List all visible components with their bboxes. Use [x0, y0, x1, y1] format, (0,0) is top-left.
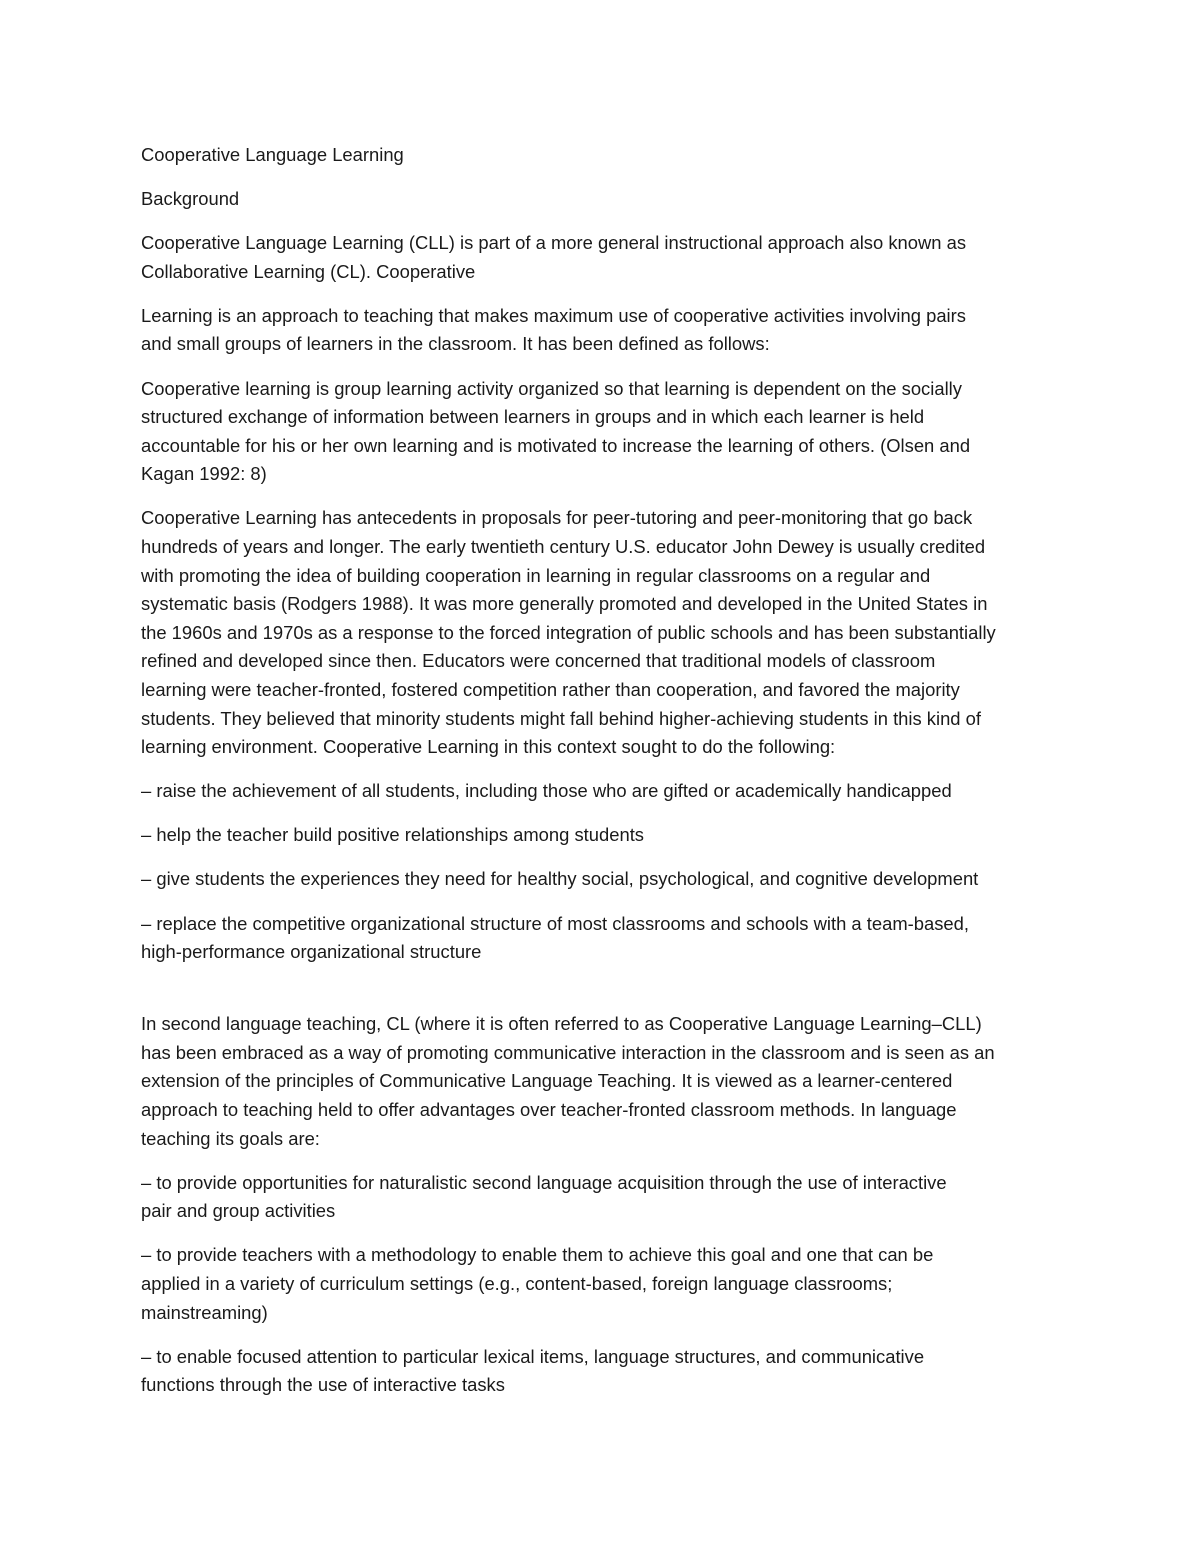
quotation-paragraph: Cooperative learning is group learning activity organized so that learning is dependent on the socially structured exchange of information between learners in groups and in which each learner is held accountable for his or her own learning and is motivated to increase the learning of others. (Olsen and Kagan 1992: 8)	[141, 377, 971, 485]
list-item: – to provide teachers with a methodology to enable them to achieve this goal and one that can be applied in a variety of curriculum settings (e.g., content-based, foreign language classrooms; mainstreaming)	[141, 1244, 934, 1323]
list-item: – raise the achievement of all students, including those who are gifted or academically handicapped	[141, 780, 952, 802]
document-title: Cooperative Language Learning	[141, 144, 404, 165]
list-item: – help the teacher build positive relationships among students	[141, 824, 644, 846]
paragraph: In second language teaching, CL (where it is often referred to as Cooperative Language Learning–CLL) has been embraced as a way of promoting communicative interaction in the classroom and is seen as an extension of the principles of Communicative Language Teaching. It is viewed as a learner-centered approach to teaching held to offer advantages over teacher-fronted classroom methods. In language teaching its goals are:	[141, 1013, 995, 1149]
list-item: – replace the competitive organizational structure of most classrooms and schools with a team-based, high-performance organizational structure	[141, 912, 969, 963]
blank-line	[141, 982, 1061, 1010]
section-heading: Background	[141, 188, 240, 210]
paragraph: Cooperative Learning has antecedents in proposals for peer-tutoring and peer-monitoring that go back hundreds of years and longer. The early twentieth century U.S. educator John Dewey is usually credited with promoting the idea of building cooperation in learning in regular classrooms on a regular and systematic basis (Rodgers 1988). It was more generally promoted and developed in the United States in the 1960s and 1970s as a response to the forced integration of public schools and has been substantially refined and developed since then. Educators were concerned that traditional models of classroom learning were teacher-fronted, fostered competition rather than cooperation, and favored the majority students. They believed that minority students might fall behind higher-achieving students in this kind of learning environment. Cooperative Learning in this context sought to do the following:	[141, 507, 996, 758]
paragraph: Cooperative Language Learning (CLL) is part of a more general instructional approach also known as Collaborative Learning (CL). Cooperative	[141, 232, 967, 282]
list-item: – to enable focused attention to particular lexical items, language structures, and communicative functions through the use of interactive tasks	[141, 1345, 925, 1396]
paragraph: Learning is an approach to teaching that makes maximum use of cooperative activities involving pairs and small groups of learners in the classroom. It has been defined as follows:	[141, 304, 966, 355]
document-body	[141, 141, 1061, 1415]
list-item: – give students the experiences they need for healthy social, psychological, and cognitive development	[141, 868, 979, 890]
list-item: – to provide opportunities for naturalistic second language acquisition through the use of interactive pair and group activities	[141, 1171, 947, 1222]
